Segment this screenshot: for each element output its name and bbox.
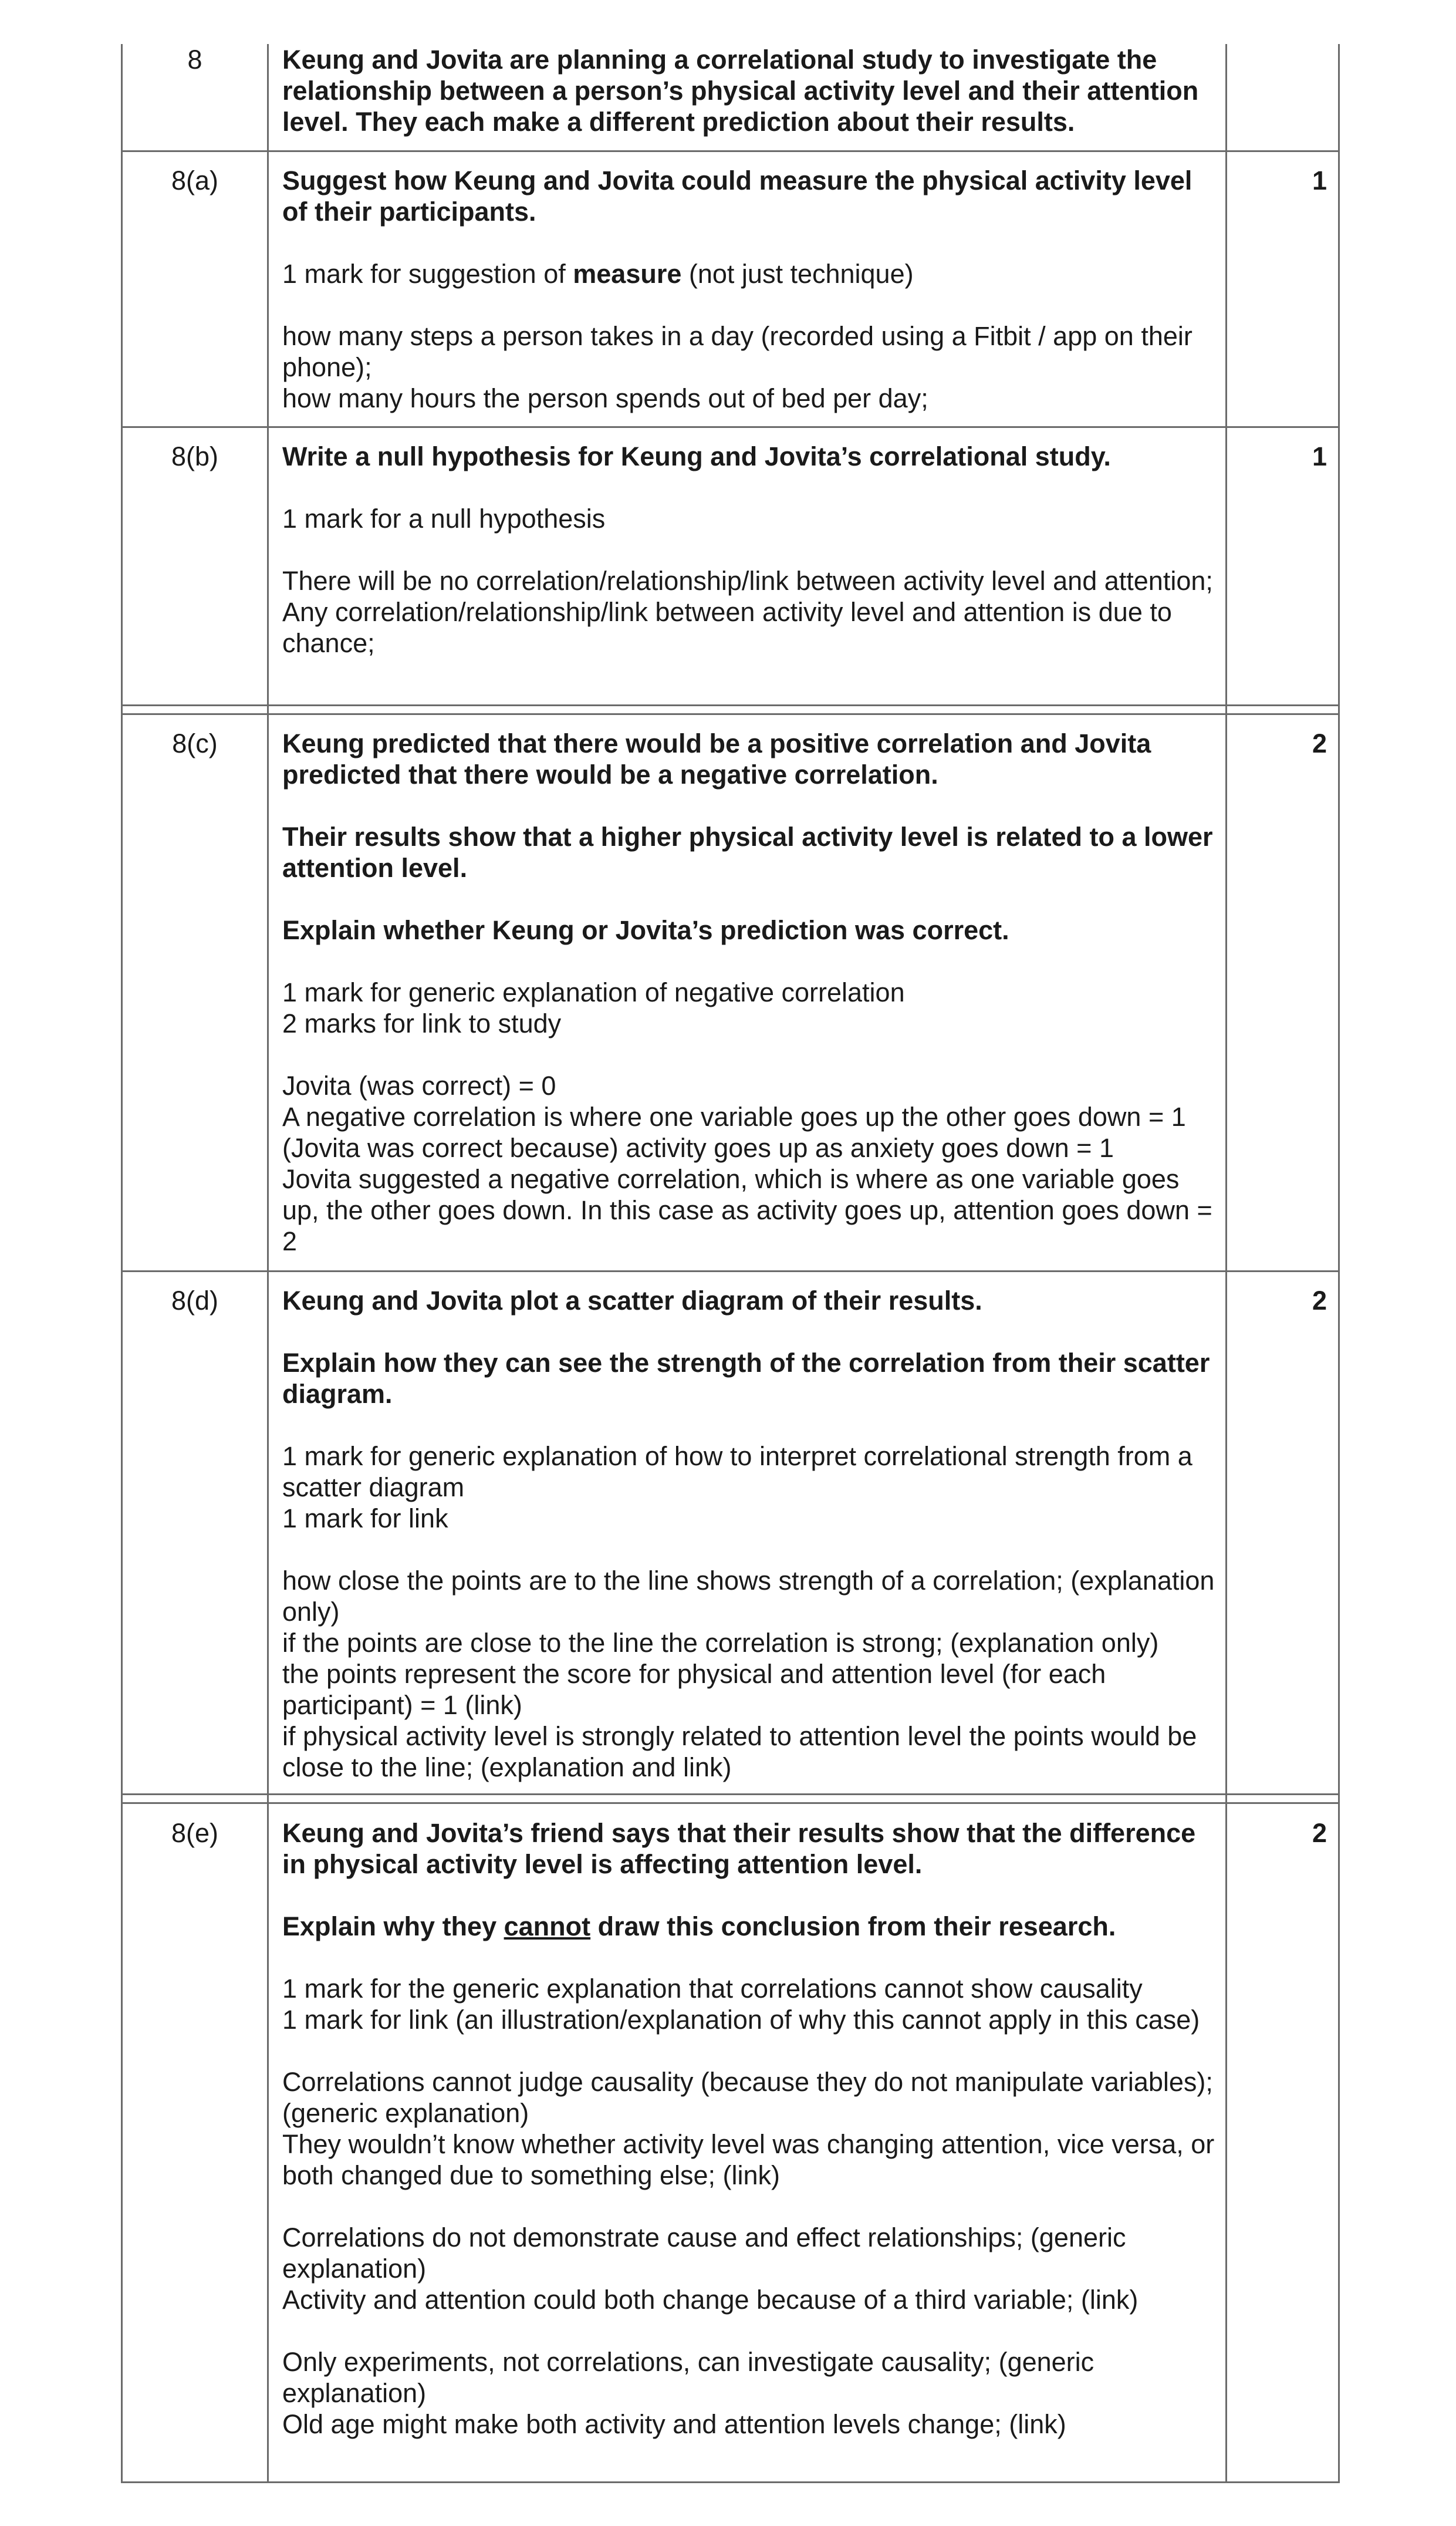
- guidance-line: 1 mark for link (an illustration/explanation of why this cannot apply in this case): [282, 2005, 1200, 2035]
- answer-line: Only experiments, not correlations, can investigate causality; (generic explanation): [282, 2347, 1094, 2408]
- row-divider: [121, 150, 1340, 152]
- question-number: 8(e): [171, 1818, 219, 1848]
- prompt-text: Explain why they cannot draw this conclusion from their research.: [282, 1911, 1116, 1941]
- answer-points: [282, 2222, 1221, 2315]
- question-prompt: Keung and Jovita plot a scatter diagram of their results.: [282, 1286, 982, 1316]
- question-number: 8(b): [171, 441, 219, 471]
- marking-guidance: [282, 977, 1221, 1039]
- answer-line: if physical activity level is strongly related to attention level the points would be close to the line; (explanation and link): [282, 1721, 1197, 1782]
- question-number: 8(d): [171, 1286, 219, 1316]
- question-prompt: Keung predicted that there would be a positive correlation and Jovita predicted that there would be a negative correlation.: [282, 729, 1151, 790]
- marking-guidance: [282, 258, 1221, 289]
- question-number: 8: [187, 45, 202, 75]
- answer-line: how many steps a person takes in a day (recorded using a Fitbit / app on their phone);: [282, 321, 1192, 382]
- question-content: [282, 165, 1221, 414]
- question-prompt: Keung and Jovita’s friend says that their results show that the difference in physical activity level is affecting attention level.: [282, 1818, 1196, 1879]
- answer-line: Correlations cannot judge causality (because they do not manipulate variables); (generic explanation): [282, 2067, 1213, 2128]
- question-prompt: Write a null hypothesis for Keung and Jovita’s correlational study.: [282, 441, 1111, 471]
- table-divider-number: [267, 44, 269, 2483]
- guidance-line: 2 marks for link to study: [282, 1009, 562, 1038]
- table-border-left: [121, 44, 123, 2483]
- row-divider: [121, 704, 1340, 706]
- underlined-word: cannot: [504, 1911, 591, 1941]
- answer-line: There will be no correlation/relationship/link between activity level and attention;: [282, 566, 1213, 596]
- answer-line: A negative correlation is where one variable goes up the other goes down = 1: [282, 1102, 1186, 1132]
- marking-guidance: [282, 1441, 1221, 1534]
- answer-line: Any correlation/relationship/link between activity level and attention is due to chance;: [282, 597, 1172, 658]
- row-divider: [121, 426, 1340, 428]
- table-border-right: [1338, 44, 1340, 2483]
- answer-line: the points represent the score for physical and attention level (for each participant) = 1 (link): [282, 1659, 1106, 1720]
- answer-points: [282, 1070, 1221, 1257]
- table-border-bottom: [121, 2481, 1340, 2483]
- row-divider: [121, 1270, 1340, 1272]
- question-prompt: Their results show that a higher physical activity level is related to a lower attention level.: [282, 822, 1213, 883]
- answer-line: Activity and attention could both change because of a third variable; (link): [282, 2285, 1139, 2315]
- answer-line: Old age might make both activity and attention levels change; (link): [282, 2409, 1066, 2439]
- guidance-line: 1 mark for suggestion of measure (not just technique): [282, 259, 914, 289]
- answer-line: Jovita suggested a negative correlation, which is where as one variable goes up, the other goes down. In this case as activity goes up, attention goes down = 2: [282, 1164, 1212, 1256]
- marks-value: 2: [1312, 1818, 1327, 1848]
- guidance-line: 1 mark for a null hypothesis: [282, 504, 606, 534]
- row-divider: [121, 1793, 1340, 1795]
- answer-points: [282, 565, 1221, 659]
- question-prompt: Explain how they can see the strength of the correlation from their scatter diagram.: [282, 1348, 1210, 1409]
- marks-value: 1: [1312, 166, 1327, 195]
- question-content: [282, 441, 1221, 659]
- marks-value: 2: [1312, 1286, 1327, 1316]
- question-stem: Keung and Jovita are planning a correlational study to investigate the relationship between a person’s physical activity level and their attention level. They each make a different prediction about their results.: [282, 45, 1199, 137]
- emphasised-word: measure: [573, 259, 682, 289]
- guidance-line: 1 mark for generic explanation of how to interpret correlational strength from a scatter diagram: [282, 1441, 1192, 1502]
- question-prompt: Suggest how Keung and Jovita could measure the physical activity level of their participants.: [282, 166, 1192, 227]
- answer-line: how many hours the person spends out of bed per day;: [282, 383, 928, 413]
- question-content: [282, 1817, 1221, 2440]
- question-prompt: Explain whether Keung or Jovita’s prediction was correct.: [282, 915, 1009, 945]
- question-content: [282, 728, 1221, 1257]
- question-prompt-underlined: [282, 1911, 1221, 1942]
- marks-value: 1: [1312, 441, 1327, 471]
- answer-points: [282, 2066, 1221, 2191]
- question-content: [282, 44, 1221, 137]
- row-divider: [121, 1802, 1340, 1804]
- answer-line: They wouldn’t know whether activity level was changing attention, vice versa, or both changed due to something else; (link): [282, 2129, 1215, 2190]
- answer-line: Jovita (was correct) = 0: [282, 1071, 556, 1101]
- table-divider-marks: [1225, 44, 1227, 2483]
- guidance-line: 1 mark for the generic explanation that correlations cannot show causality: [282, 1974, 1143, 2004]
- marking-guidance: [282, 503, 1221, 534]
- answer-line: how close the points are to the line shows strength of a correlation; (explanation only): [282, 1566, 1215, 1627]
- marks-value: 2: [1312, 729, 1327, 758]
- answer-points: [282, 1565, 1221, 1783]
- question-content: [282, 1285, 1221, 1783]
- answer-points: [282, 2346, 1221, 2440]
- answer-line: if the points are close to the line the correlation is strong; (explanation only): [282, 1628, 1159, 1658]
- question-number: 8(c): [172, 729, 218, 758]
- answer-points: [282, 321, 1221, 414]
- answer-line: (Jovita was correct because) activity goes up as anxiety goes down = 1: [282, 1133, 1114, 1163]
- question-number: 8(a): [171, 166, 219, 195]
- guidance-line: 1 mark for link: [282, 1503, 448, 1533]
- guidance-line: 1 mark for generic explanation of negative correlation: [282, 977, 905, 1007]
- answer-line: Correlations do not demonstrate cause and effect relationships; (generic explanation): [282, 2223, 1126, 2284]
- row-divider: [121, 713, 1340, 715]
- marking-guidance: [282, 1973, 1221, 2035]
